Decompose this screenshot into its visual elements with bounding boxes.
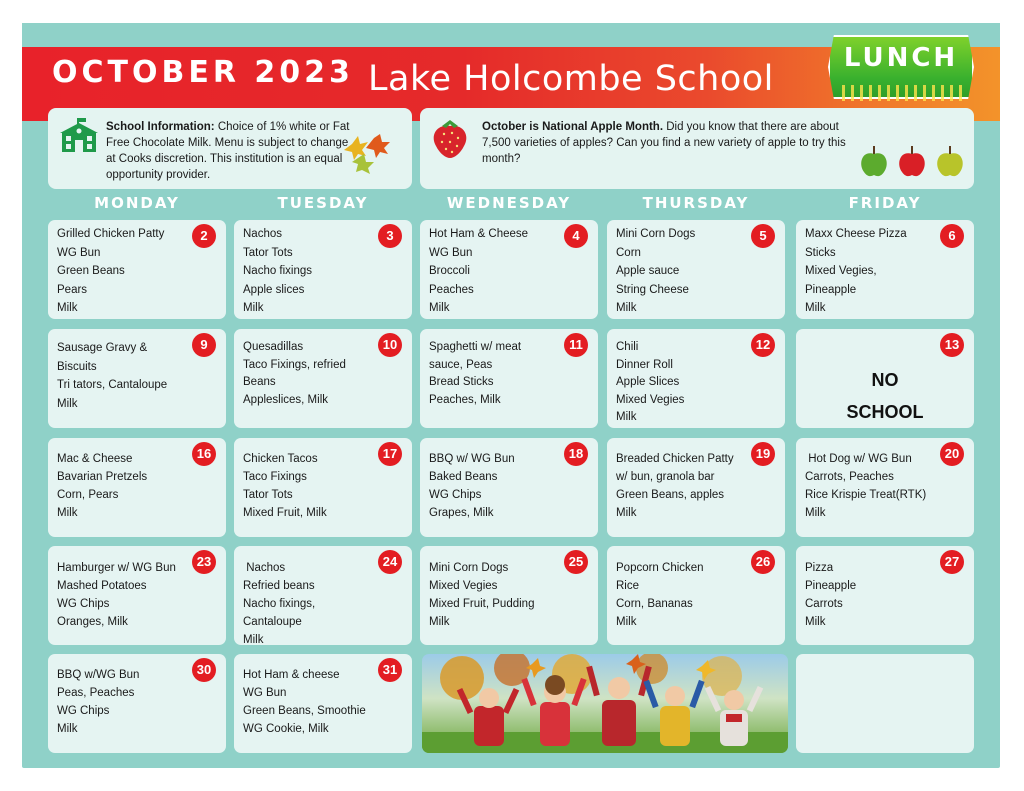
menu-item: Green Beans: [57, 265, 125, 277]
day-cell-oct-19: [607, 438, 785, 537]
date-badge: 9: [192, 333, 216, 357]
menu-item: Tator Tots: [243, 489, 293, 501]
menu-item: Hamburger w/ WG Bun: [57, 562, 176, 574]
date-badge: 13: [940, 333, 964, 357]
menu-item: Bavarian Pretzels: [57, 471, 148, 483]
day-cell-oct-13: [796, 329, 974, 428]
menu-item: Breaded Chicken Patty: [616, 453, 734, 465]
menu-item: Milk: [805, 507, 826, 519]
menu-item: Sticks: [805, 246, 836, 259]
autumn-leaves-icon: [344, 134, 390, 174]
menu-item: Appleslices, Milk: [243, 393, 328, 406]
menu-item: Chicken Tacos: [243, 453, 318, 465]
menu-item: Green Beans, apples: [616, 489, 725, 501]
menu-item: Bread Sticks: [429, 376, 494, 388]
menu-item: Oranges, Milk: [57, 616, 128, 628]
menu-item: Mixed Vegies,: [805, 265, 877, 277]
no-school-label: NO: [871, 370, 899, 390]
menu-item: Popcorn Chicken: [616, 562, 704, 574]
day-cell-oct-24: [234, 546, 412, 645]
school-information-label: School Information:: [106, 121, 215, 133]
date-badge: 23: [192, 550, 216, 574]
menu-sheet: [22, 23, 1000, 768]
menu-item: Nachos: [243, 562, 286, 574]
day-cell-oct-30: [48, 654, 226, 753]
menu-item: WG Chips: [57, 705, 110, 717]
menu-item: Grapes, Milk: [429, 507, 494, 519]
menu-item: Taco Fixings, refried: [243, 358, 346, 371]
menu-item: Hot Ham & cheese: [243, 669, 340, 681]
day-cell-oct-18: [420, 438, 598, 537]
menu-item: Pizza: [805, 562, 834, 574]
menu-item: BBQ w/WG Bun: [57, 669, 140, 681]
autumn-kids-photo: [422, 654, 788, 753]
menu-item: Biscuits: [57, 360, 97, 373]
menu-item: Tri tators, Cantaloupe: [57, 379, 168, 391]
menu-item: Dinner Roll: [616, 358, 673, 371]
menu-item: Hot Dog w/ WG Bun: [805, 453, 912, 465]
menu-item: Milk: [429, 302, 450, 314]
menu-item: Corn: [616, 246, 641, 259]
menu-item: Chili: [616, 341, 639, 353]
menu-item: Milk: [616, 507, 637, 519]
date-badge: 11: [564, 333, 588, 357]
school-information-body: Choice of 1% white or Fat Free Chocolate Milk. Menu is subject to change at Cooks discretion. This institution is an equal opportunity provider.: [106, 121, 350, 181]
date-badge: 17: [378, 442, 402, 466]
menu-item: Mixed Vegies: [616, 393, 685, 406]
day-cell-oct-20: [796, 438, 974, 537]
menu-item: Milk: [57, 397, 78, 410]
date-badge: 25: [564, 550, 588, 574]
day-cell-oct-10: [234, 329, 412, 428]
menu-item: Pineapple: [805, 580, 857, 592]
menu-item: Milk: [616, 302, 637, 314]
empty-day-cell: [796, 654, 974, 753]
day-cell-oct-3: [234, 220, 412, 319]
menu-item: Peaches, Milk: [429, 393, 501, 406]
day-header-tuesday: TUESDAY: [277, 194, 369, 212]
menu-item: BBQ w/ WG Bun: [429, 453, 515, 465]
menu-item: Rice: [616, 580, 640, 592]
menu-item: Nachos: [243, 228, 282, 240]
date-badge: 4: [564, 224, 588, 248]
date-badge: 12: [751, 333, 775, 357]
menu-item: sauce, Peas: [429, 358, 493, 371]
date-badge: 31: [378, 658, 402, 682]
day-cell-oct-23: [48, 546, 226, 645]
menu-item: Milk: [805, 616, 826, 628]
date-badge: 20: [940, 442, 964, 466]
school-information-box: [48, 108, 412, 189]
date-badge: 2: [192, 224, 216, 248]
menu-item: w/ bun, granola bar: [616, 471, 715, 483]
menu-item: Taco Fixings: [243, 471, 307, 483]
menu-item: Milk: [57, 507, 78, 519]
menu-item: WG Cookie, Milk: [243, 723, 329, 735]
menu-item: Peaches: [429, 283, 474, 296]
menu-item: Mini Corn Dogs: [616, 228, 696, 240]
lunch-label: LUNCH: [843, 43, 959, 73]
lunch-rays-decoration: [842, 85, 962, 101]
no-school-label: SCHOOL: [846, 402, 924, 422]
menu-item: Carrots, Peaches: [805, 471, 894, 483]
apple-month-text: [482, 119, 854, 167]
day-header-wednesday: WEDNESDAY: [446, 194, 572, 212]
menu-item: Nacho fixings,: [243, 598, 316, 610]
menu-item: Apple slices: [243, 283, 305, 296]
menu-item: Corn, Bananas: [616, 598, 693, 610]
day-cell-oct-6: [796, 220, 974, 319]
menu-item: Mixed Fruit, Milk: [243, 507, 327, 519]
menu-item: Apple sauce: [616, 265, 680, 277]
strawberry-icon: [430, 116, 470, 160]
day-cell-oct-16: [48, 438, 226, 537]
date-badge: 26: [751, 550, 775, 574]
menu-item: Mixed Fruit, Pudding: [429, 598, 535, 610]
day-cell-oct-27: [796, 546, 974, 645]
menu-item: Quesadillas: [243, 341, 304, 353]
day-cell-oct-12: [607, 329, 785, 428]
day-cell-oct-4: [420, 220, 598, 319]
menu-item: Mixed Vegies: [429, 580, 498, 592]
menu-item: Cantaloupe: [243, 616, 302, 628]
school-information-text: [106, 119, 356, 183]
autumn-kids-illustration: [422, 654, 788, 753]
menu-item: Green Beans, Smoothie: [243, 705, 366, 717]
date-badge: 16: [192, 442, 216, 466]
apple-month-label: October is National Apple Month.: [482, 121, 664, 133]
menu-item: WG Bun: [57, 246, 101, 259]
date-badge: 27: [940, 550, 964, 574]
school-building-icon: [60, 118, 98, 154]
menu-item: Rice Krispie Treat(RTK): [805, 489, 927, 501]
day-cell-oct-11: [420, 329, 598, 428]
menu-item: Mini Corn Dogs: [429, 562, 509, 574]
day-cell-oct-17: [234, 438, 412, 537]
menu-item: Grilled Chicken Patty: [57, 228, 165, 240]
menu-item: WG Bun: [243, 687, 287, 699]
menu-item: WG Chips: [429, 489, 482, 501]
day-cell-oct-9: [48, 329, 226, 428]
menu-item: Pineapple: [805, 283, 857, 296]
menu-item: Carrots: [805, 598, 843, 610]
date-badge: 19: [751, 442, 775, 466]
menu-item: Milk: [616, 411, 637, 423]
day-cell-oct-25: [420, 546, 598, 645]
menu-item: Milk: [243, 634, 264, 646]
menu-item: Spaghetti w/ meat: [429, 341, 522, 353]
apple-month-body: Did you know that there are about 7,500 varieties of apples? Can you find a new variety of apple to try this month?: [482, 121, 846, 165]
menu-item: Milk: [805, 302, 826, 314]
menu-item: WG Chips: [57, 598, 110, 610]
menu-item: Beans: [243, 376, 276, 388]
school-name: Lake Holcombe School: [368, 59, 774, 99]
day-header-thursday: THURSDAY: [642, 194, 750, 212]
menu-item: Tator Tots: [243, 246, 293, 259]
apples-icon: [856, 144, 968, 180]
date-badge: 10: [378, 333, 402, 357]
menu-item: Milk: [243, 302, 264, 314]
menu-item: Broccoli: [429, 265, 470, 277]
date-badge: 3: [378, 224, 402, 248]
menu-item: Mac & Cheese: [57, 453, 133, 465]
menu-item: Baked Beans: [429, 471, 498, 483]
menu-item: String Cheese: [616, 283, 689, 296]
menu-item: Milk: [57, 723, 78, 735]
date-badge: 24: [378, 550, 402, 574]
day-header-friday: FRIDAY: [848, 194, 922, 212]
day-cell-oct-5: [607, 220, 785, 319]
date-badge: 30: [192, 658, 216, 682]
day-cell-oct-31: [234, 654, 412, 753]
month-title: OCTOBER 2023: [52, 55, 354, 90]
date-badge: 6: [940, 224, 964, 248]
date-badge: 5: [751, 224, 775, 248]
menu-item: Corn, Pears: [57, 489, 119, 501]
menu-item: Sausage Gravy &: [57, 342, 148, 354]
menu-item: Hot Ham & Cheese: [429, 228, 529, 240]
menu-item: Mashed Potatoes: [57, 580, 147, 592]
day-cell-oct-2: [48, 220, 226, 319]
menu-item: Maxx Cheese Pizza: [805, 228, 907, 240]
menu-item: Pears: [57, 283, 88, 296]
menu-item: Milk: [429, 616, 450, 628]
menu-item: WG Bun: [429, 246, 473, 259]
day-cell-oct-26: [607, 546, 785, 645]
menu-item: Nacho fixings: [243, 265, 313, 277]
apple-month-box: [420, 108, 974, 189]
menu-item: Milk: [57, 302, 78, 314]
date-badge: 18: [564, 442, 588, 466]
menu-item: Peas, Peaches: [57, 687, 135, 699]
day-header-monday: MONDAY: [94, 194, 180, 212]
menu-item: Apple Slices: [616, 376, 680, 388]
menu-item: Refried beans: [243, 580, 315, 592]
menu-item: Milk: [616, 616, 637, 628]
